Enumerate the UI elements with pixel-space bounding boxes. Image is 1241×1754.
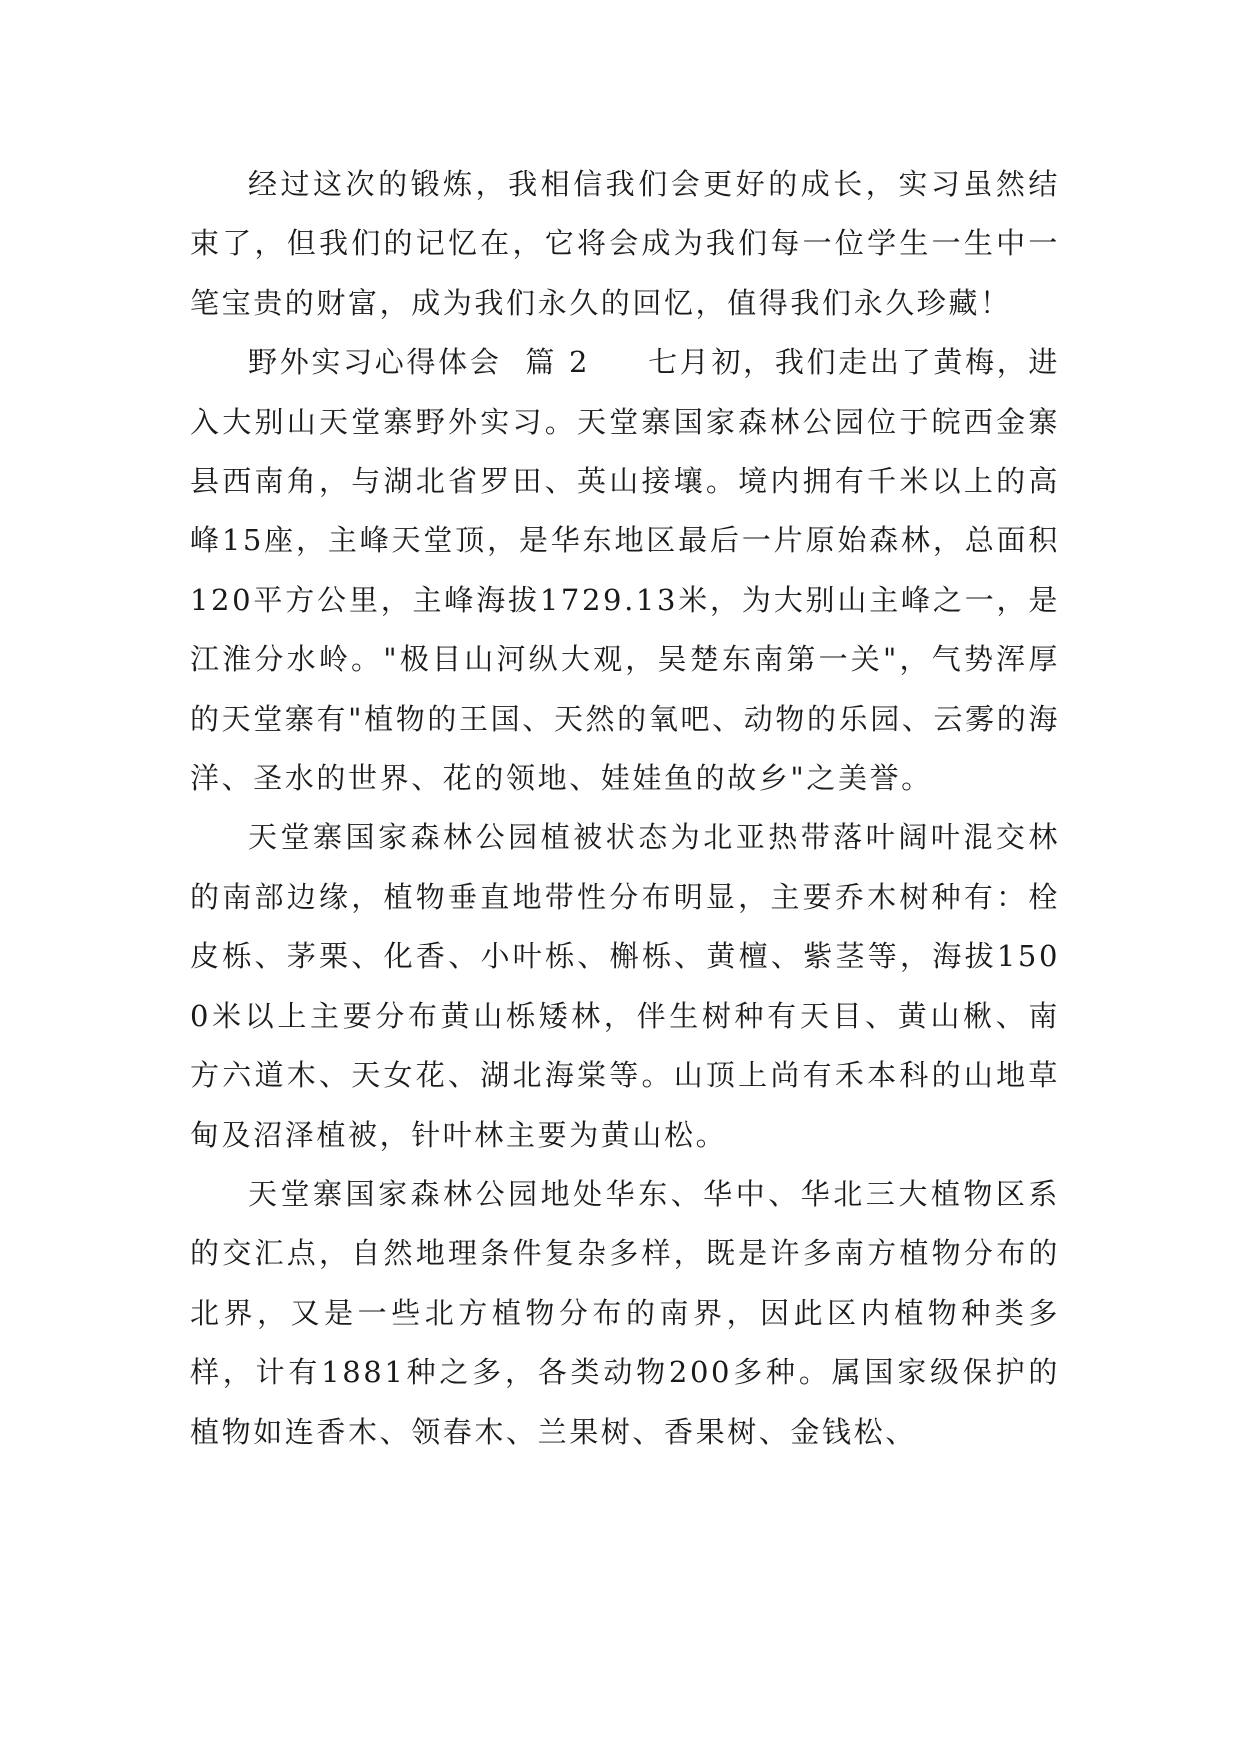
paragraph-vegetation: 天堂寨国家森林公园植被状态为北亚热带落叶阔叶混交林的南部边缘，植物垂直地带性分布明显，主要乔木树种有：栓皮栎、茅栗、化香、小叶栎、槲栎、黄檀、紫茎等，海拔1500米以上主要分布黄山栎矮林，伴生树种有天目、黄山楸、南方六道木、天女花、湖北海棠等。山顶上尚有禾本科的山地草甸及沼泽植被，针叶林主要为黄山松。 (190, 820, 1060, 1152)
section-intro-text: 七月初，我们走出了黄梅，进入大别山天堂寨野外实习。天堂寨国家森林公园位于皖西金寨县西南角，与湖北省罗田、英山接壤。境内拥有千米以上的高峰15座，主峰天堂顶，是华东地区最后一片原始森林，总面积120平方公里，主峰海拔1729.13米，为大别山主峰之一，是江淮分水岭。"极目山河纵大观，吴楚东南第一关"，气势浑厚的天堂寨有"植物的王国、天然的氧吧、动物的乐园、云雾的海洋、圣水的世界、花的领地、娃娃鱼的故乡"之美誉。 (190, 345, 1061, 796)
paragraph-conclusion: 经过这次的锻炼，我相信我们会更好的成长，实习虽然结束了，但我们的记忆在，它将会成为我们每一位学生一生中一笔宝贵的财富，成为我们永久的回忆，值得我们永久珍藏！ (190, 167, 1060, 320)
paragraph-section-2-intro (190, 333, 1060, 808)
section-heading: 野外实习心得体会 篇 2 (248, 345, 591, 380)
paragraph-flora-region: 天堂寨国家森林公园地处华东、华中、华北三大植物区系的交汇点，自然地理条件复杂多样，既是许多南方植物分布的北界，又是一些北方植物分布的南界，因此区内植物种类多样，计有1881种之多，各类动物200多种。属国家级保护的植物如连香木、领春木、兰果树、香果树、金钱松、 (190, 1176, 1060, 1449)
document-body (190, 155, 1060, 1462)
